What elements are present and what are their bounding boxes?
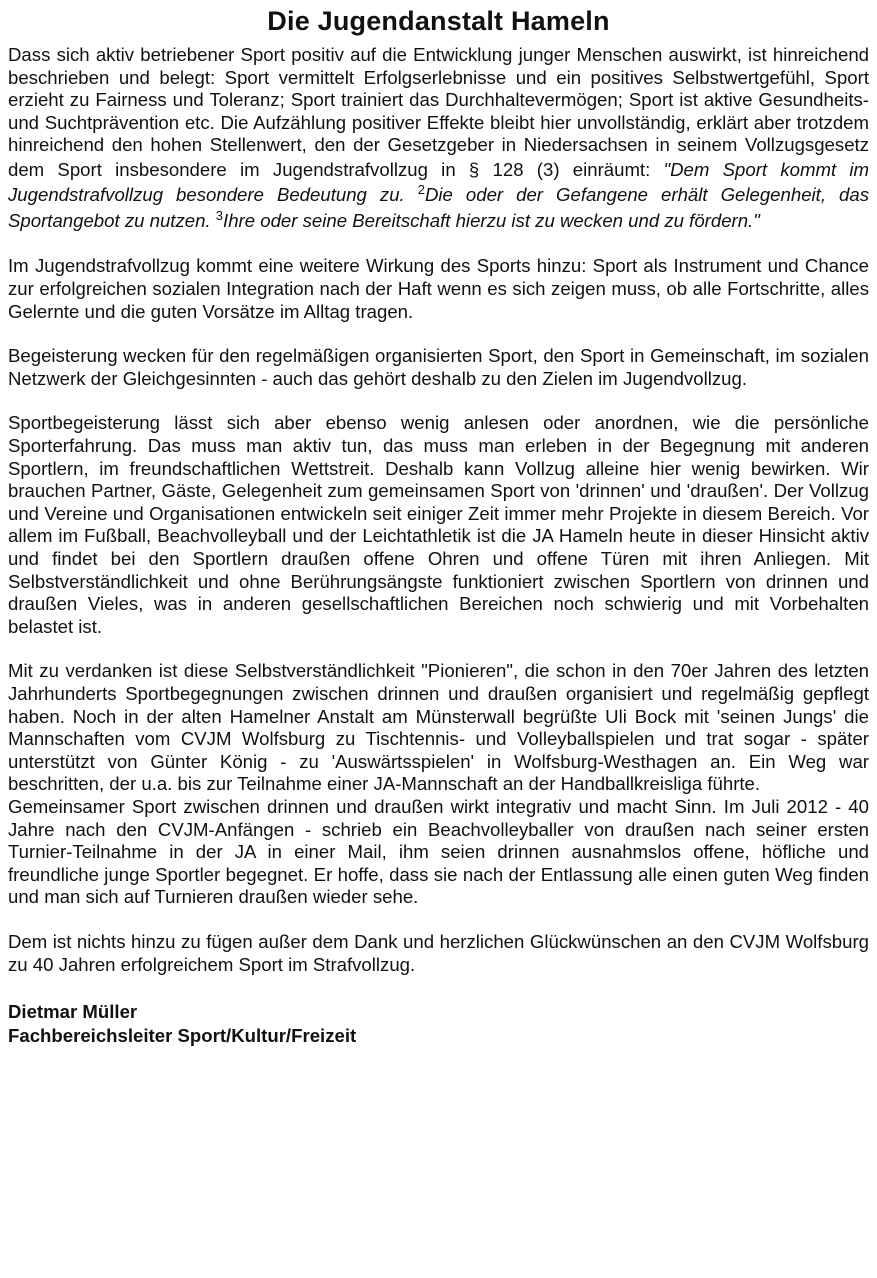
paragraph-thanks: Dem ist nichts hinzu zu fügen außer dem Dank und herzlichen Glückwünschen an den CVJM Wolfsburg zu 40 Jahren erfolgreichem Sport im Strafvollzug. bbox=[8, 930, 869, 975]
paragraph-enthusiasm: Begeisterung wecken für den regelmäßigen organisierten Sport, den Sport in Gemeinschaft, im sozialen Netzwerk der Gleichgesinnten - auch das gehört deshalb zu den Zielen im Jugendvollzug. bbox=[8, 345, 869, 389]
author-role: Fachbereichsleiter Sport/Kultur/Freizeit bbox=[8, 1025, 357, 1047]
signature-block bbox=[8, 1000, 869, 1048]
paragraph-pioneers: Mit zu verdanken ist diese Selbstverständlichkeit "Pionieren", die schon in den 70er Jahren des letzten Jahrhunderts Sportbegegnungen zwischen drinnen und draußen organisiert und regelmäßig gepflegt haben. Noch in der alten Hamelner Anstalt am Münsterwall begrüßte Uli Bock mit 'seinen Jungs' die Mannschaften vom CVJM Wolfsburg zu Tischtennis- und Volleyballspielen und trat sogar - später unterstützt von Günter König - zu 'Auswärtsspielen' in Wolfsburg-Westhagen an. Ein Weg war beschritten, der u.a. bis zur Teilnahme einer JA-Mannschaft an der Handballkreisliga führte. bbox=[8, 660, 869, 795]
author-name: Dietmar Müller bbox=[8, 1001, 138, 1023]
law-quote-part-3: Ihre oder seine Bereitschaft hierzu ist zu wecken und zu fördern." bbox=[223, 209, 760, 231]
page-title: Die Jugendanstalt Hameln bbox=[267, 6, 610, 36]
law-quote-part-1: "Dem Sport kommt im Jugendstrafvollzug besondere Bedeutung zu. bbox=[8, 158, 869, 206]
paragraph-intro bbox=[8, 44, 869, 233]
paragraph-beachvolleyball: Gemeinsamer Sport zwischen drinnen und draußen wirkt integrativ und macht Sinn. Im Juli 2012 - 40 Jahre nach den CVJM-Anfängen - schrieb ein Beachvolleyballer von draußen nach seiner ersten Turnier-Teilnahme in der JA in einer Mail, ihm seien drinnen ausnahmslos offene, höfliche und freundliche junge Sportler begegnet. Er hoffe, dass sie nach der Entlassung alle einen guten Weg finden und man sich auf Turnieren draußen wieder sehe. bbox=[8, 795, 869, 908]
law-quote-part-2: Die oder der Gefangene erhält Gelegenheit, das Sportangebot zu nutzen. bbox=[8, 184, 869, 231]
paragraph-integration: Im Jugendstrafvollzug kommt eine weitere Wirkung des Sports hinzu: Sport als Instrument und Chance zur erfolgreichen sozialen Integration nach der Haft wenn es sich zeigen muss, ob alle Fortschritte, alles Gelernte und die guten Vorsätze im Alltag tragen. bbox=[8, 255, 869, 322]
footnote-3: 3 bbox=[215, 207, 224, 223]
paragraph-experience: Sportbegeisterung lässt sich aber ebenso wenig anlesen oder anordnen, wie die persönliche Sporterfahrung. Das muss man aktiv tun, das muss man erleben in der Begegnung mit anderen Sportlern, im freundschaftlichen Wettstreit. Deshalb kann Vollzug alleine hier wenig bewirken. Wir brauchen Partner, Gäste, Gelegenheit zum gemeinsamen Sport von 'drinnen' und 'draußen'. Der Vollzug und Vereine und Organisationen entwickeln seit einiger Zeit immer mehr Projekte in diesem Bereich. Vor allem im Fußball, Beachvolleyball und der Leichtathletik ist die JA Hameln heute in dieser Hinsicht aktiv und findet bei den Sportlern draußen offene Ohren und offene Türen mit ihren Anliegen. Mit Selbstverständlichkeit und ohne Berührungsängste funktioniert zwischen Sportlern von drinnen und draußen Vieles, was in anderen gesellschaftlichen Bereichen noch schwierig und mit Vorbehalten belastet ist. bbox=[8, 412, 869, 637]
intro-text: Dass sich aktiv betriebener Sport positiv auf die Entwicklung junger Menschen auswirkt, ist hinreichend beschrieben und belegt: Sport vermittelt Erfolgserlebnisse und ein positives Selbstwertgefühl, Sport erzieht zu Fairness und Toleranz; Sport trainiert das Durchhaltevermögen; Sport ist aktive Gesundheits- und Suchtprävention etc. Die Aufzählung positiver Effekte bleibt hier unvollständig, erklärt aber trotzdem hinreichend den hohen Stellenwert, den der Gesetzgeber in Niedersachsen in seinem Vollzugsgesetz dem Sport insbesondere im Jugendstrafvollzug in § 128 (3) einräumt: bbox=[8, 44, 869, 180]
footnote-2: 2 bbox=[417, 182, 425, 198]
